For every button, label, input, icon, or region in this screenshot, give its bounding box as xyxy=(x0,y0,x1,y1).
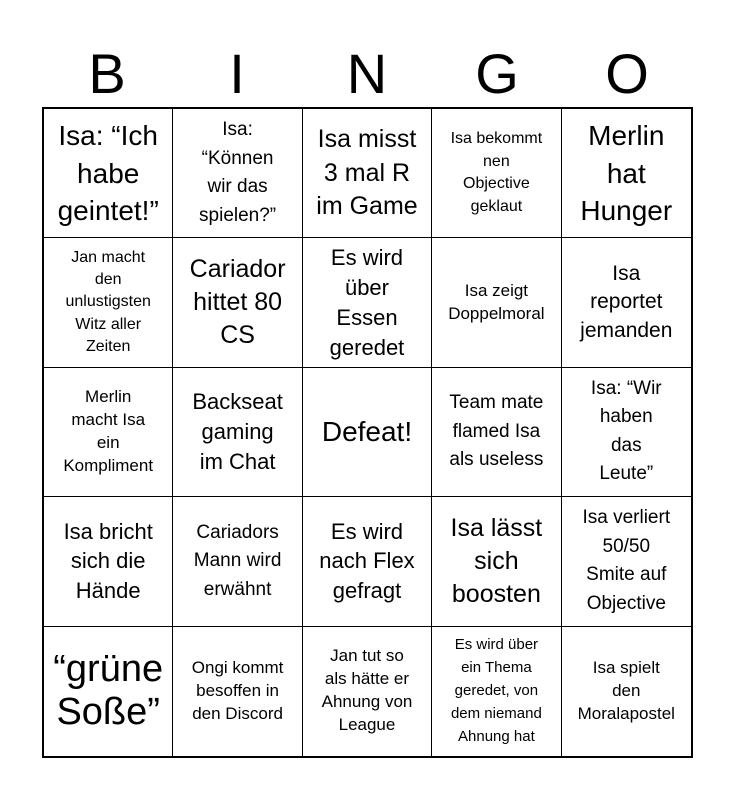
bingo-cell-4-5[interactable] xyxy=(562,497,691,626)
bingo-cell-5-4[interactable] xyxy=(432,627,561,756)
header-letter-n: N xyxy=(346,42,388,105)
bingo-cell-2-5[interactable] xyxy=(562,238,691,367)
cell-text: Isa: “Wir haben das Leute” xyxy=(590,377,662,485)
cell-text: Isa zeigt Doppelmoral xyxy=(448,280,545,323)
cell-text: Isa verliert 50/50 Smite auf Objective xyxy=(582,507,671,614)
bingo-cell-5-2[interactable] xyxy=(173,627,302,756)
bingo-cell-4-2[interactable] xyxy=(173,497,302,626)
bingo-cell-5-3[interactable] xyxy=(303,627,432,756)
cell-text: Team mate flamed Isa als useless xyxy=(449,392,544,471)
cell-text: Isa bricht sich die Hände xyxy=(63,518,153,604)
cell-text: Es wird nach Flex gefragt xyxy=(319,518,415,604)
bingo-cell-5-5[interactable] xyxy=(562,627,691,756)
bingo-cell-4-4[interactable] xyxy=(432,497,561,626)
bingo-cell-3-4[interactable] xyxy=(432,368,561,497)
bingo-cell-3-2[interactable] xyxy=(173,368,302,497)
bingo-cell-5-1[interactable] xyxy=(44,627,173,756)
cell-text: Es wird über Essen geredet xyxy=(329,244,405,360)
cell-text: Cariador hittet 80 CS xyxy=(189,254,286,350)
bingo-cell-1-3[interactable] xyxy=(303,109,432,238)
cell-text: “grüne Soße” xyxy=(53,647,164,734)
cell-text: Isa spielt den Moralapostel xyxy=(577,657,675,723)
cell-text: Isa lässt sich boosten xyxy=(450,513,543,609)
bingo-cell-3-1[interactable] xyxy=(44,368,173,497)
cell-text: Defeat! xyxy=(321,416,413,448)
bingo-cell-2-4[interactable] xyxy=(432,238,561,367)
bingo-grid xyxy=(42,107,693,758)
cell-text: Merlin macht Isa ein Kompliment xyxy=(63,387,154,475)
bingo-cell-3-3[interactable] xyxy=(303,368,432,497)
bingo-cell-3-5[interactable] xyxy=(562,368,691,497)
cell-text: Jan tut so als hätte er Ahnung von League xyxy=(321,646,413,735)
cell-text: Isa bekommt nen Objective geklaut xyxy=(450,130,543,215)
bingo-cell-1-1[interactable] xyxy=(44,109,173,238)
cell-text: Isa reportet jemanden xyxy=(580,261,673,342)
bingo-cell-2-2[interactable] xyxy=(173,238,302,367)
bingo-header xyxy=(42,40,693,108)
cell-text: Merlin hat Hunger xyxy=(580,120,673,226)
cell-text: Cariadors Mann wird erwähnt xyxy=(193,521,282,600)
bingo-cell-1-5[interactable] xyxy=(562,109,691,238)
cell-text: Es wird über ein Thema geredet, von dem niemand Ahnung hat xyxy=(450,635,542,745)
cell-text: Backseat gaming im Chat xyxy=(192,389,283,474)
bingo-cell-4-3[interactable] xyxy=(303,497,432,626)
cell-text: Isa: “Ich habe geintet!” xyxy=(57,120,159,226)
header-letter-b: B xyxy=(88,42,126,105)
bingo-cell-4-1[interactable] xyxy=(44,497,173,626)
bingo-cell-2-1[interactable] xyxy=(44,238,173,367)
cell-text: Isa misst 3 mal R im Game xyxy=(316,125,418,220)
bingo-cell-1-4[interactable] xyxy=(432,109,561,238)
bingo-cell-1-2[interactable] xyxy=(173,109,302,238)
cell-text: Ongi kommt besoffen in den Discord xyxy=(191,657,284,723)
cell-text: Jan macht den unlustigsten Witz aller Zeiten xyxy=(65,248,151,356)
header-letter-g: G xyxy=(475,42,519,105)
cell-text: Isa: “Können wir das spielen?” xyxy=(199,119,277,226)
bingo-cell-2-3[interactable] xyxy=(303,238,432,367)
header-letter-o: O xyxy=(605,42,649,105)
header-letter-i: I xyxy=(229,42,245,105)
